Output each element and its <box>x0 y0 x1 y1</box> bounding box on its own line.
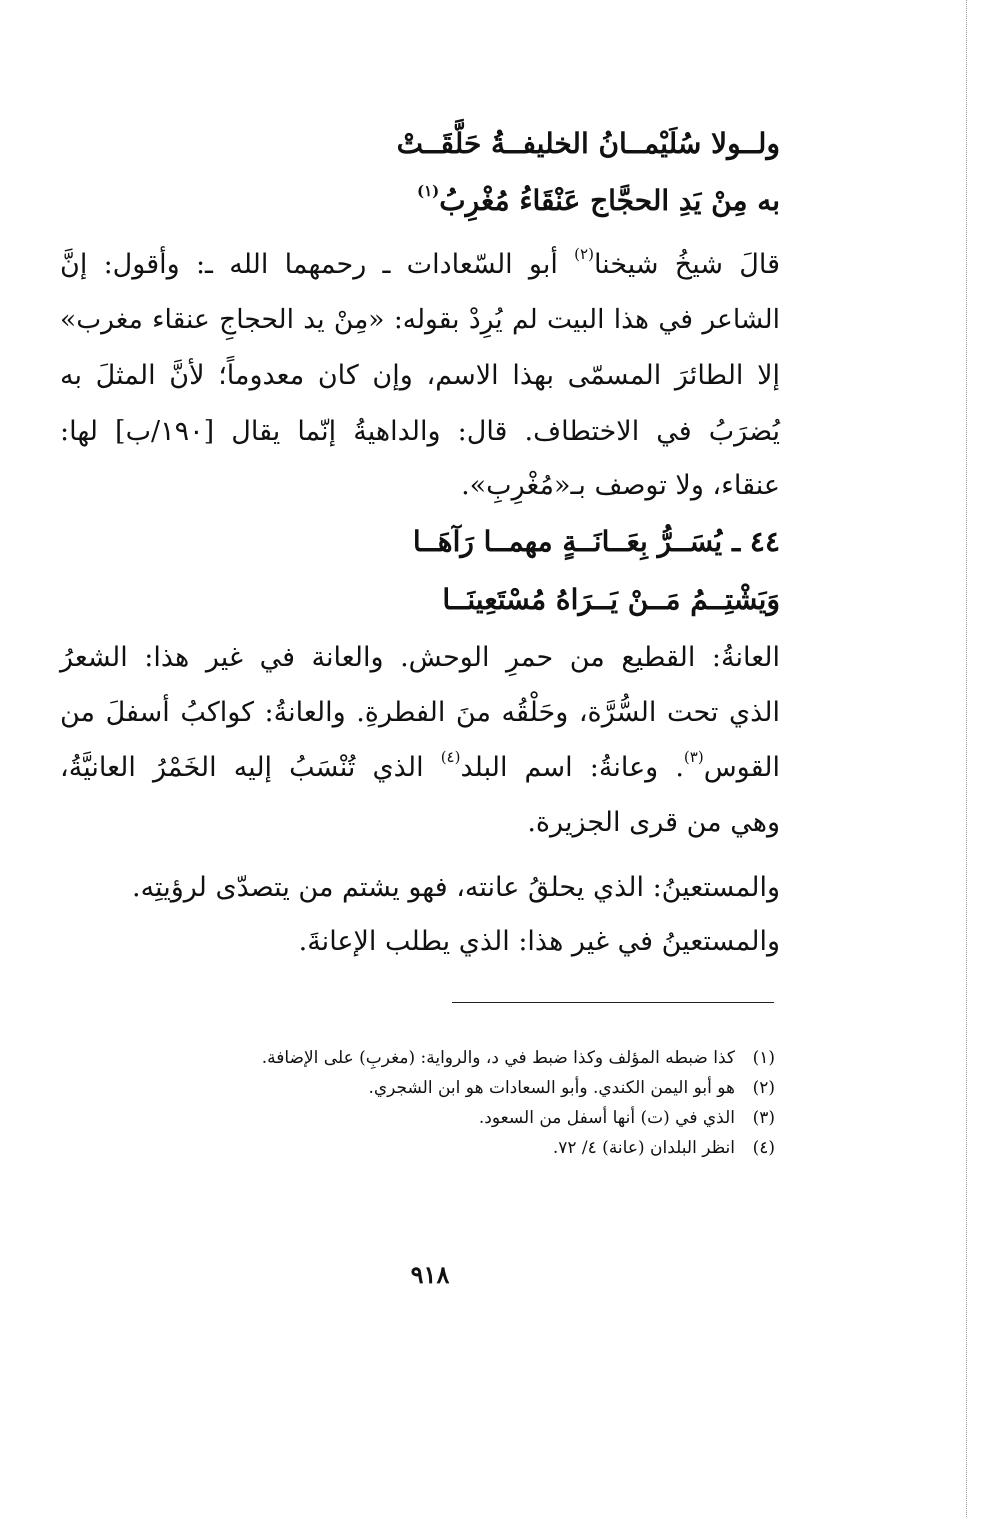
footnote-ref-4: (٤) <box>440 748 461 766</box>
verse-1-line-2-text: به مِنْ يَدِ الحجَّاج عَنْقَاءُ مُغْرِبُ <box>439 184 780 217</box>
footnote-3-text: الذي في (ت) أنها أسفل من السعود. <box>478 1108 735 1128</box>
paragraph-2-line-3-start: القوس <box>703 752 780 783</box>
footnote-ref-3: (٣) <box>683 748 704 766</box>
paragraph-1-line-2: الشاعر في هذا البيت لم يُرِدْ بقوله: «مِنْ يد الحجاجِ عنقاء مغرب» <box>60 304 780 335</box>
verse-1-line-1: ولــولا سُلَيْمــانُ الخليفــةُ حَلَّقَــتْ <box>396 127 780 160</box>
paragraph-1-line-1-end: أبو السّعادات ـ رحمهما الله ـ: وأقول: إنَّ <box>60 249 558 280</box>
paragraph-3-line-2: والمستعينُ في غير هذا: الذي يطلب الإعانةَ. <box>298 926 780 957</box>
footnote-1-text: كذا ضبطه المؤلف وكذا ضبط في د، والرواية: (مغربِ) على الإضافة. <box>261 1048 735 1068</box>
verse-44-line-2: وَيَشْتِــمُ مَــنْ يَــرَاهُ مُسْتَعِينَــا <box>442 583 780 616</box>
footnote-4 <box>150 1133 775 1163</box>
scan-edge-line <box>966 0 967 1517</box>
footnote-3-number: (٣) <box>752 1108 775 1128</box>
paragraph-1-line-1-start: قالَ شيخُ شيخنا <box>593 249 780 280</box>
footnote-3 <box>150 1103 775 1133</box>
footnote-ref-1: (١) <box>416 181 440 200</box>
footnote-ref-2: (٢) <box>574 245 594 263</box>
verse-44-line-1: ٤٤ ـ يُسَــرُّ بِعَــانَــةٍ مهمــا رَآهَــا <box>412 525 780 558</box>
footnote-2-text: هو أبو اليمن الكندي. وأبو السعادات هو ابن الشجري. <box>368 1078 735 1098</box>
paragraph-2-line-4: وهي من قرى الجزيرة. <box>527 807 780 838</box>
footnote-2 <box>150 1073 775 1103</box>
paragraph-1-line-1 <box>60 245 780 285</box>
footnote-2-number: (٢) <box>752 1078 775 1098</box>
paragraph-1-line-5: عنقاء، ولا توصف بـ«مُغْرِبِ». <box>461 470 780 501</box>
footnotes <box>150 1043 775 1163</box>
paragraph-1-line-3: إلا الطائرَ المسمّى بهذا الاسم، وإن كان معدوماً؛ لأنَّ المثلَ به <box>60 360 780 391</box>
footnote-1-number: (١) <box>752 1048 775 1068</box>
footnote-separator <box>452 1002 774 1003</box>
paragraph-2-line-3-mid: . وعانةُ: اسم البلد <box>460 752 684 783</box>
footnote-1 <box>150 1043 775 1073</box>
page-number: ٩١٨ <box>410 1260 450 1289</box>
paragraph-2-line-3-end: الذي تُنْسَبُ إليه الخَمْرُ العانيَّةُ، <box>60 752 424 783</box>
paragraph-3-line-1: والمستعينُ: الذي يحلقُ عانته، فهو يشتم من يتصدّى لرؤيتِه. <box>131 872 780 903</box>
paragraph-2-line-2: الذي تحت السُّرَّة، وحَلْقُه منَ الفطرةِ. والعانةُ: كواكبُ أسفلَ من <box>60 697 780 728</box>
footnote-4-text: انظر البلدان (عانة) ٤/ ٧٢. <box>552 1138 735 1158</box>
footnote-4-number: (٤) <box>752 1138 775 1158</box>
paragraph-1-line-4: يُضرَبُ في الاختطاف. قال: والداهيةُ إنّما يقال [١٩٠/ب] لها: <box>60 416 780 447</box>
paragraph-2-line-3 <box>60 748 780 788</box>
paragraph-2-line-1: العانةُ: القطيع من حمرِ الوحش. والعانة في غير هذا: الشعرُ <box>60 642 780 673</box>
verse-1-line-2 <box>417 181 780 221</box>
